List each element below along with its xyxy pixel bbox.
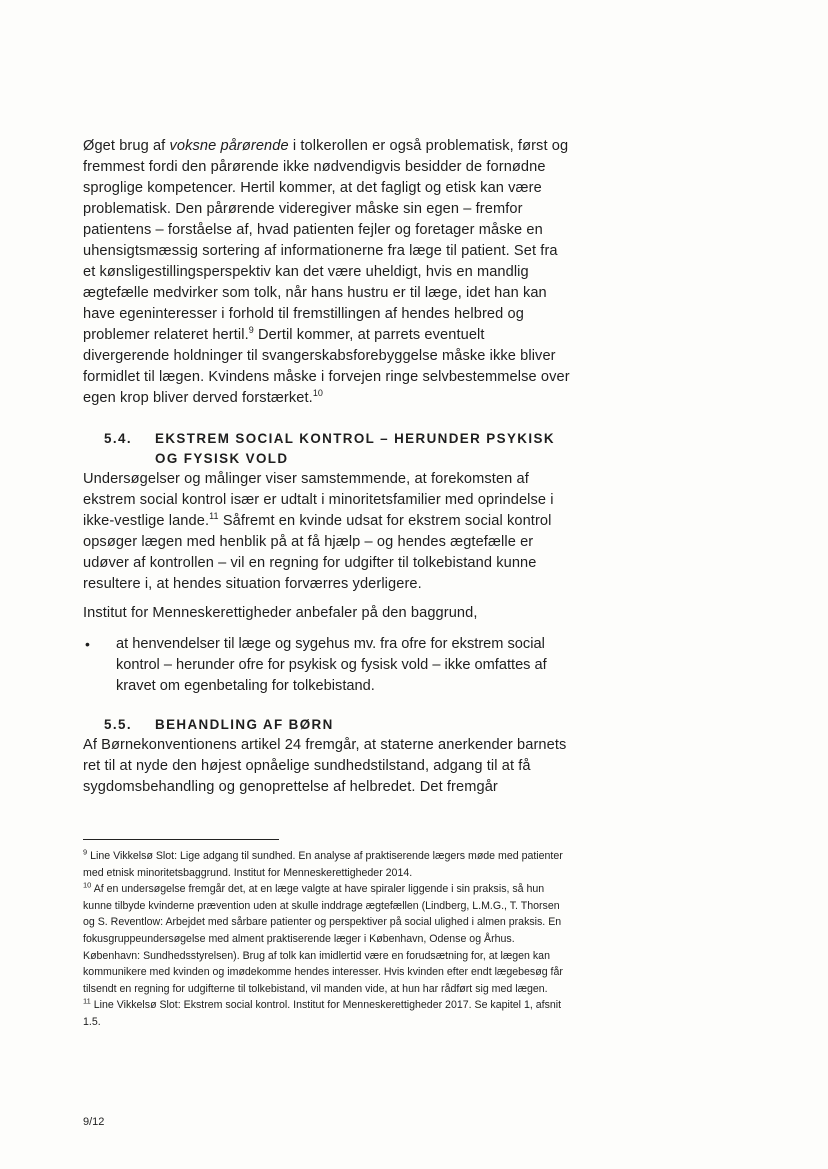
bullet-icon: • [85,636,90,652]
footnote-ref-9: 9 [248,325,254,336]
section-heading-5-5 [83,715,573,735]
footnote-ref-10: 10 [312,388,324,399]
recommendation-list [83,634,573,697]
paragraph-recommendation-intro: Institut for Menneskerettigheder anbefaler på den baggrund, [83,605,478,621]
footnote-9: $^9$ Line Vikkelsø Slot: Lige adgang til sundhed. En analyse af praktiserende lægers møde med patienter med etnisk minoritetsbaggrund. Institut for Menneskerettigheder 2014. [83,847,563,879]
section-title: EKSTREM SOCIAL KONTROL – HERUNDER PSYKISK OG FYSISK VOLD [155,431,555,466]
emphasis-voksne-parorende: voksne pårørende [169,138,289,154]
section-number: 5.5. [104,717,132,732]
paragraph-relatives-interpreting: Øget brug af voksne pårørende i tolkerollen er også problematisk, først og fremmest fordi den pårørende ikke nødvendigvis besidder de fornødne sproglige kompetencer. Hertil kommer, at det fagligt og etisk kan være problematisk. Den pårørende videregiver måske sin egen – fremfor patientens – forståelse af, hvad patienten fejler og foretager måske en uhensigtsmæssig sortering af informationerne fra læge til patient. Set fra et kønsligestillingsperspektiv kan det være uheldigt, hvis en mandlig ægtefælle medvirker som tolk, når hans hustru er til læge, idet han kan have egeninteresser i forhold til fremstillingen af hendes helbred og problemer relateret hertil.$^9$ Dertil kommer, at parrets eventuelt divergerende holdninger til svangerskabsforebyggelse måske ikke bliver formidlet til lægen. Kvindens måske i forvejen ringe selvbestemmelse over egen krop bliver derved forstærket.$^{10}$ [83,138,570,406]
footnote-10: $^{10}$ Af en undersøgelse fremgår det, at en læge valgte at have spiraler liggende i sin praksis, så hun kunne tilbyde kvinderne prævention uden at skulle inddrage ægtefællen (Lindberg, L.M.G., T. Thorsen og S. Reventlow: Arbejdet med sårbare patienter og perspektiver på social ulighed i almen praksis. En fokusgruppeundersøgelse med alment praktiserende læger i København, Odense og Århus. København: Sundhedsstyrelsen). Brug af tolk kan imidlertid være en forudsætning for, at lægen kan kommunikere med kvinden og imødekomme hendes interesser. Hvis kvinden efter endt lægebesøg får tilsendt en regning for udgifterne til tolkebistand, vil manden vide, at hun har rådført sig med lægen. [83,880,563,995]
footnote-ref-11: 11 [209,511,219,522]
section-number: 5.4. [104,431,132,446]
page-number: 9/12 [83,1116,105,1128]
list-item: • at henvendelser til læge og sygehus mv. fra ofre for ekstrem social kontrol – herunder ofre for psykisk og fysisk vold – ikke omfattes af kravet om egenbetaling for tolkebistand. [85,636,547,694]
section-title: BEHANDLING AF BØRN [155,717,334,732]
paragraph-social-control: Undersøgelser og målinger viser samstemmende, at forekomsten af ekstrem social kontrol især er udtalt i minoritetsfamilier med oprindelse i ikke-vestlige lande.$^{11}$ Såfremt en kvinde udsat for ekstrem social kontrol opsøger lægen med henblik på at få hjælp – og hendes ægtefælle er udøver af kontrollen – vil en regning for udgifter til tolkebistand kunne resultere i, at hendes situation forværres yderligere. [83,471,554,592]
main-content [83,136,573,798]
footnote-divider [83,839,279,840]
paragraph-children-treatment: Af Børnekonventionens artikel 24 fremgår, at staterne anerkender barnets ret til at nyde den højest opnåelige sundhedstilstand, adgang til at få sygdomsbehandling og genoprettelse af helbredet. Det fremgår [83,737,567,795]
footnotes [83,848,568,1031]
section-heading-5-4 [83,429,573,469]
footnote-11: $^{11}$ Line Vikkelsø Slot: Ekstrem social kontrol. Institut for Menneskerettigheder 2017. Se kapitel 1, afsnit 1.5. [83,996,562,1028]
